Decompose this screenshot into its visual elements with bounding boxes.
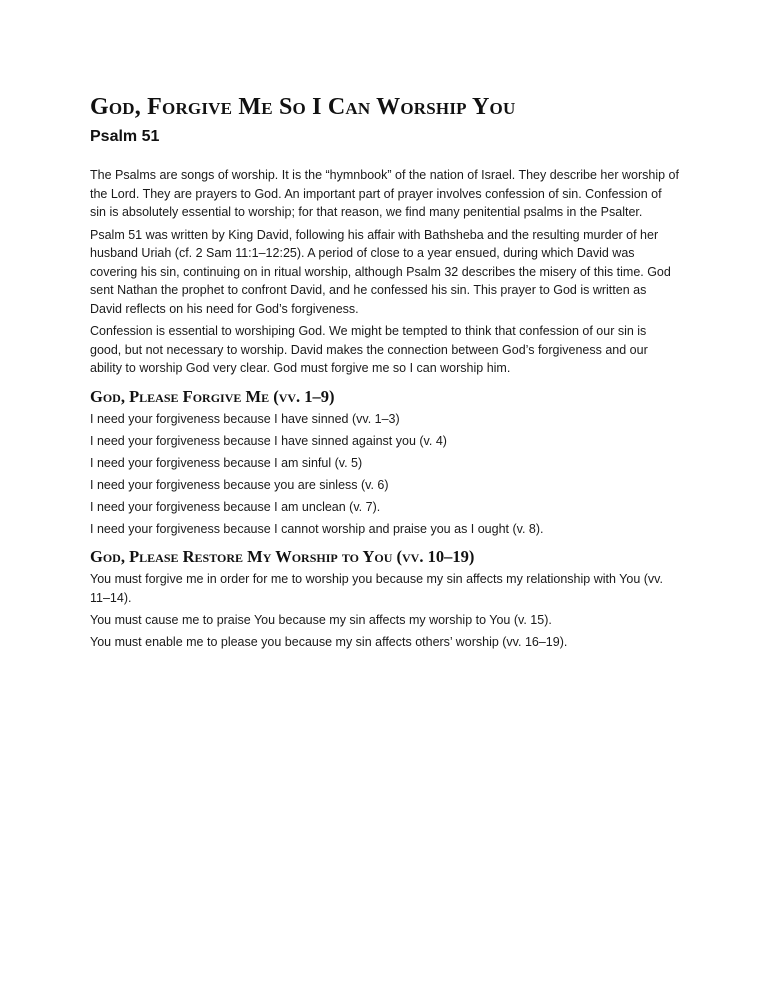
outline-point: You must forgive me in order for me to worship you because my sin affects my relationship with You (vv. 11–14). — [90, 572, 663, 605]
outline-point: I need your forgiveness because you are sinless (v. 6) — [90, 477, 389, 492]
outline-point: I need your forgiveness because I am unclean (v. 7). — [90, 499, 381, 514]
outline-point: I need your forgiveness because I have sinned (vv. 1–3) — [90, 411, 400, 426]
outline-point: You must cause me to praise You because my sin affects my worship to You (v. 15). — [90, 612, 552, 627]
document-title: God, Forgive Me So I Can Worship You — [90, 94, 516, 120]
intro-paragraph: Psalm 51 was written by King David, following his affair with Bathsheba and the resulting murder of her husband Uriah (cf. 2 Sam 11:1–12:25). A period of close to a year ensued, during which David was covering his sin, continuing on in ritual worship, although Psalm 32 describes the misery of this time. God sent Nathan the prophet to confront David, and he confessed his sin. This prayer to God is written as David reflects on his need for God’s forgiveness. — [90, 227, 671, 316]
outline-point: I need your forgiveness because I cannot worship and praise you as I ought (v. 8). — [90, 521, 544, 536]
outline-point: I need your forgiveness because I have sinned against you (v. 4) — [90, 433, 447, 448]
intro-section — [90, 166, 680, 378]
section-heading: God, Please Forgive Me (vv. 1–9) — [90, 386, 335, 406]
outline-point: I need your forgiveness because I am sinful (v. 5) — [90, 455, 363, 470]
intro-paragraph: The Psalms are songs of worship. It is the “hymnbook” of the nation of Israel. They describe her worship of the Lord. They are prayers to God. An important part of prayer involves confession of sin. Confession of sin is absolutely essential to worship; for that reason, we find many penitential psalms in the Psalter. — [90, 168, 679, 219]
section-restore — [90, 546, 680, 651]
document-page — [90, 92, 680, 655]
document-subtitle: Psalm 51 — [90, 128, 160, 145]
section-forgive — [90, 386, 680, 539]
outline-point: You must enable me to please you because my sin affects others’ worship (vv. 16–19). — [90, 634, 568, 649]
intro-paragraph: Confession is essential to worshiping God. We might be tempted to think that confession of our sin is good, but not necessary to worship. David makes the connection between God’s forgiveness and our ability to worship God very clear. God must forgive me so I can worship him. — [90, 324, 648, 375]
section-heading: God, Please Restore My Worship to You (vv. 10–19) — [90, 547, 475, 566]
